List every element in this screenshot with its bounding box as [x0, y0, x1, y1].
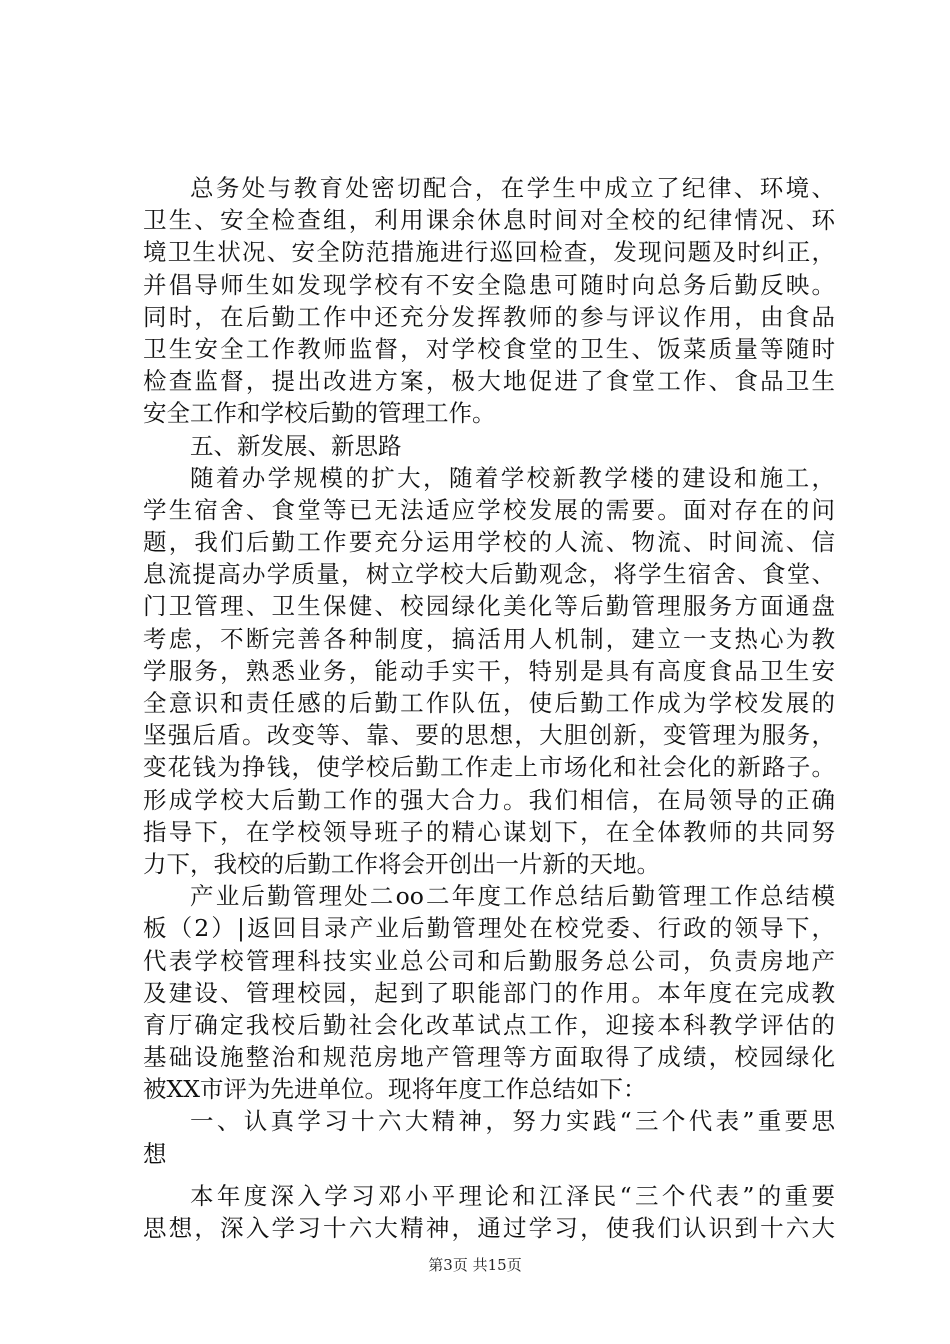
text-line: 总务处与教育处密切配合，在学生中成立了纪律、环境、	[190, 174, 835, 202]
text-line: 卫生安全工作教师监督，对学校食堂的卫生、饭菜质量等随时	[143, 334, 835, 363]
text-line: 境卫生状况、安全防范措施进行巡回检查，发现问题及时纠正，	[143, 238, 835, 267]
text-line: 板（2）|返回目录产业后勤管理处在校党委、行政的领导下，	[143, 914, 835, 943]
text-line: 本年度深入学习邓小平理论和江泽民“三个代表”的重要	[190, 1181, 835, 1210]
text-line: 学服务，熟悉业务，能动手实干，特别是具有高度食品卫生安	[143, 656, 835, 685]
text-line: 坚强后盾。改变等、靠、要的思想，大胆创新，变管理为服务，	[143, 721, 835, 750]
text-line: 被XX市评为先进单位。现将年度工作总结如下：	[143, 1075, 647, 1104]
text-line: 学生宿舍、食堂等已无法适应学校发展的需要。面对存在的问	[143, 495, 835, 524]
text-line: 同时，在后勤工作中还充分发挥教师的参与评议作用，由食品	[143, 302, 835, 331]
text-line: 产业后勤管理处二oo二年度工作总结后勤管理工作总结模	[190, 882, 835, 911]
section-heading-continued: 想	[143, 1139, 167, 1168]
text-line: 题，我们后勤工作要充分运用学校的人流、物流、时间流、信	[143, 528, 835, 557]
text-line: 育厅确定我校后勤社会化改革试点工作，迎接本科教学评估的	[143, 1010, 835, 1039]
text-line: 思想，深入学习十六大精神，通过学习，使我们认识到十六大	[143, 1214, 835, 1242]
text-line: 安全工作和学校后勤的管理工作。	[143, 399, 496, 428]
text-line: 代表学校管理科技实业总公司和后勤服务总公司，负责房地产	[143, 946, 835, 975]
section-heading: 五、新发展、新思路	[190, 431, 402, 460]
section-heading: 一、认真学习十六大精神，努力实践“三个代表”重要思	[190, 1107, 835, 1136]
text-line: 全意识和责任感的后勤工作队伍，使后勤工作成为学校发展的	[143, 689, 835, 717]
text-line: 力下，我校的后勤工作将会开创出一片新的天地。	[143, 849, 660, 878]
text-line: 变花钱为挣钱，使学校后勤工作走上市场化和社会化的新路子。	[143, 753, 835, 782]
text-line: 及建设、管理校园，起到了职能部门的作用。本年度在完成教	[143, 978, 835, 1007]
text-line: 并倡导师生如发现学校有不安全隐患可随时向总务后勤反映。	[143, 270, 835, 299]
text-line: 检查监督，提出改进方案，极大地促进了食堂工作、食品卫生	[143, 367, 835, 396]
text-line: 门卫管理、卫生保健、校园绿化美化等后勤管理服务方面通盘	[143, 592, 835, 621]
text-line: 基础设施整治和规范房地产管理等方面取得了成绩，校园绿化	[143, 1043, 835, 1072]
document-body	[143, 172, 835, 1244]
text-line: 卫生、安全检查组，利用课余休息时间对全校的纪律情况、环	[143, 206, 835, 235]
text-line: 考虑，不断完善各种制度，搞活用人机制，建立一支热心为教	[143, 624, 835, 653]
text-line: 指导下，在学校领导班子的精心谋划下，在全体教师的共同努	[143, 817, 835, 846]
text-line: 形成学校大后勤工作的强大合力。我们相信，在局领导的正确	[143, 785, 835, 814]
page-footer: 第3页 共15页	[428, 1256, 522, 1274]
text-line: 随着办学规模的扩大，随着学校新教学楼的建设和施工，	[190, 463, 835, 492]
text-line: 息流提高办学质量，树立学校大后勤观念，将学生宿舍、食堂、	[143, 560, 835, 589]
